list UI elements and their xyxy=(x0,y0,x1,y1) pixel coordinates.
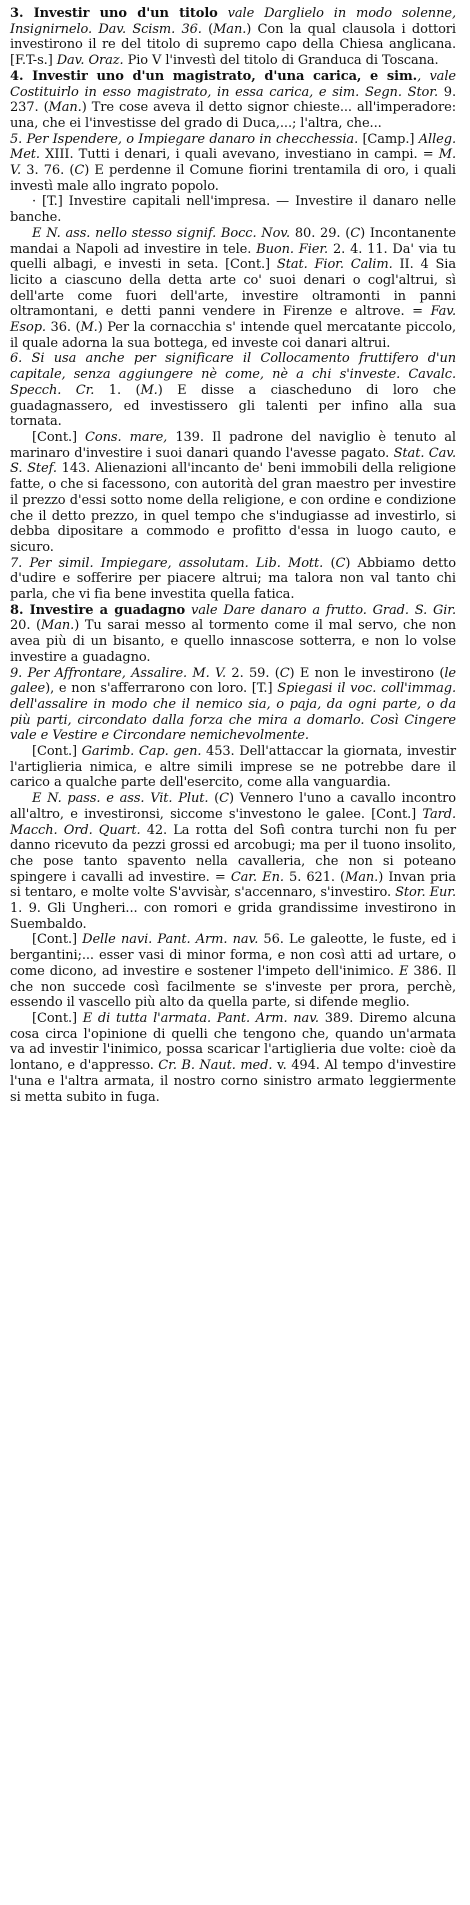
text-run: vale Dare danaro a frutto. Grad. S. Gir. xyxy=(185,602,457,618)
text-run: ) Abbiamo detto d'udire e sofferire per piacere altrui; ma talora non val tanto chi parla, che vi fia bene investita quella fatica. xyxy=(10,555,456,603)
sense-5-spendere xyxy=(10,132,456,195)
text-run: [Camp.] xyxy=(358,131,419,147)
text-run: 5. 621. ( xyxy=(283,869,346,885)
text-run: Car. En. xyxy=(230,869,284,885)
text-run: 6. Si usa anche per significare il Collocamento fruttifero d'un capitale, senza aggiungere nè come, nè a chi s'investe. Cavalc. Specch. Cr. xyxy=(10,351,456,398)
text-run: 2. 59. ( xyxy=(226,665,280,681)
text-run: 453. Dell'attaccar la giornata, investir l'artiglieria nimica, e altre simili imprese se ne potrebbe dare il carico a qualche parte dell'esercito, come alla vanguardia. xyxy=(10,744,456,791)
sense-8-guadagno xyxy=(10,603,456,666)
text-run: ) Con la qual clausola i dottori investirono il re del titolo di supremo capo della Chiesa anglicana. [F.T-s.] xyxy=(10,21,456,69)
text-run: Alleg. Met. xyxy=(10,131,456,163)
text-run: Delle navi. Pant. Arm. nav. xyxy=(82,932,259,948)
text-run: Cons. mare, xyxy=(85,429,168,445)
text-run: ( xyxy=(201,21,214,37)
text-run: Stor. Eur. xyxy=(395,885,456,901)
text-run: M. xyxy=(80,320,98,336)
text-run: Stat. Fior. Calim. xyxy=(276,257,393,273)
sense-7-impiegare xyxy=(10,556,456,603)
text-run: Fav. Esop. xyxy=(10,304,456,336)
sense-9-affrontare xyxy=(10,666,456,745)
text-run: 9. 237. ( xyxy=(10,84,456,116)
text-run: Pio V l'investì del titolo di Granduca di Toscana. xyxy=(123,53,439,69)
text-run: Cr. B. Naut. med. xyxy=(158,1058,273,1074)
text-run: ) Vennero l'uno a cavallo incontro all'altro, e investironsi, siccome s'investono le galee. [Cont.] xyxy=(10,791,456,822)
text-run: M. V. xyxy=(10,147,456,179)
text-run: 36. ( xyxy=(45,320,81,336)
text-run: Garimb. Cap. gen. xyxy=(81,744,202,760)
text-run: ) Incontanente mandai a Napoli ad investire in tele. xyxy=(10,225,456,257)
text-run: Man. xyxy=(213,21,247,37)
text-run: · [T.] Investire capitali nell'impresa. — Investire il danaro nelle banche. xyxy=(10,194,456,226)
text-run: [Cont.] xyxy=(32,932,83,948)
text-run: v. 494. Al tempo d'investire l'una e l'altra armata, il nostro corno sinistro armato leggiermente si metta subito in fuga. xyxy=(10,1058,456,1105)
text-run: E N. ass. nello stesso signif. Bocc. Nov. xyxy=(32,225,291,241)
text-run: 20. ( xyxy=(10,618,42,634)
text-run: [Cont.] xyxy=(32,744,82,760)
text-run: 139. Il padrone del naviglio è tenuto al marinaro d'investire i suoi danari quando l'avesse pagato. xyxy=(10,429,456,461)
text-run: E N. pass. e ass. Vit. Plut. xyxy=(32,791,209,807)
text-run: ) E non le investirono ( xyxy=(289,665,445,681)
text-column xyxy=(10,6,456,1105)
text-run: E di tutta l'armata. Pant. Arm. nav. xyxy=(82,1011,319,1026)
text-run: ) Tu sarai messo al tormento come il mal servo, che non avea più di un bisanto, e quello innascose sotterra, e non lo volse investire a guadagno. xyxy=(10,618,456,665)
sense-5-ass xyxy=(10,226,456,352)
sense-3-titolo xyxy=(10,6,456,69)
text-run: ), e non s'afferrarono con loro. [T.] xyxy=(45,681,278,697)
text-run: II. 4 Sia licito a ciascuno della detta arte co' suoi denari o cogl'altrui, sì dell'arte come fuori dell'arte, investire oltramonti in panni oltramontani, e detti panni vendere in Firenze e altrove. = xyxy=(10,257,456,320)
sense-6-collocamento xyxy=(10,351,456,430)
text-run: ) E disse a ciascheduno di loro che guadagnassero, ed investissero gli talenti per infino alla sua tornata. xyxy=(10,382,456,430)
text-run: 4. Investir uno d'un magistrato, d'una carica, e sim. xyxy=(10,68,418,84)
text-run: 2. 4. 11. Da' via tu quelli albagi, e investi in seta. [Cont.] xyxy=(10,241,456,273)
text-run: E xyxy=(398,963,409,979)
text-run: [Cont.] xyxy=(32,429,86,445)
text-run: 143. Alienazioni all'incanto de' beni immobili della religione fatte, o che si facessono, con autorità del gran maestro per investire il prezzo d'essi sotto nome della religione, e con ordine e condizione che il detto prezzo, in quel tempo che s'indugiasse ad investirlo, si debba dipositare a commodo e profitto d'essa in luogo cauto, e sicuro. xyxy=(10,461,456,555)
text-run: ) E perdenne il Comune fiorini trentamila di oro, i quali investì male allo ingrato popolo. xyxy=(10,163,456,194)
text-run: 386. Il che non succede così facilmente se s'investe per prora, perchè, essendo il vascello più alto da quella parte, si difende meglio. xyxy=(10,963,456,1011)
text-run: M. xyxy=(140,382,158,398)
sense-9-cont-navi xyxy=(10,932,456,1011)
text-run: le galee xyxy=(10,665,456,697)
text-run: Man. xyxy=(41,618,75,634)
text-run: ( xyxy=(323,555,336,571)
text-run: Stat. Cav. S. Stef. xyxy=(10,445,456,477)
text-run: C xyxy=(335,555,346,571)
sense-6-cont xyxy=(10,430,456,556)
text-run: C xyxy=(74,163,85,179)
sense-4-magistrato xyxy=(10,69,456,132)
text-run: 5. Per Ispendere, o Impiegare danaro in checchessia. xyxy=(10,131,359,147)
text-run: 1. ( xyxy=(94,382,141,398)
text-run: C xyxy=(219,791,229,807)
text-run: Buon. Fier. xyxy=(256,241,329,257)
text-run: XIII. Tutti i denari, i quali avevano, investiano in campi. = xyxy=(39,147,439,163)
text-run: Tard. Macch. Ord. Quart. xyxy=(10,806,456,838)
text-run: 42. La rotta del Sofì contra turchi non fu per danno ricevuto da pezzi grossi ed arcobugi; ma per il tuono insolito, che pose tanto spavento nella cavalleria, che non si poteano spingere i cavalli ad investire. = xyxy=(10,822,456,885)
text-run: 7. Per simil. Impiegare, assolutam. Lib. Mott. xyxy=(10,555,324,571)
text-run: 8. Investire a guadagno xyxy=(10,602,186,618)
text-run: ) Per la cornacchia s' intende quel mercatante piccolo, il quale adorna la sua bottega, ed investe coi danari altrui. xyxy=(10,320,456,351)
text-run: 3. Investir uno d'un titolo xyxy=(10,6,218,21)
text-run: Man. xyxy=(345,869,379,885)
note-capitali xyxy=(10,194,456,225)
sense-9-cont-garimb xyxy=(10,744,456,791)
sense-9-pass-ass xyxy=(10,791,456,932)
text-run: 1. 9. Gli Ungheri... con romori e grida grandissime investirono in Suembaldo. xyxy=(10,901,456,932)
text-run: 56. Le galeotte, le fuste, ed i bergantini;... esser vasi di minor forma, e non così atti ad urtare, o come dicono, ad investire e sostener l'impeto dell'inimico. xyxy=(10,932,456,979)
sense-9-cont-armata xyxy=(10,1011,456,1105)
text-run: Man. xyxy=(48,100,82,116)
text-run: [Cont.] xyxy=(32,1011,83,1026)
text-run: vale Darglielo in modo solenne, Insignirnelo. Dav. Scism. 36. xyxy=(10,6,456,37)
text-run: Spiegasi il voc. coll'immag. dell'assalire in modo che il nemico sia, o paja, da ogni parte, o da più parti, circondato dalla forza che mira a domarlo. Così Cingere vale e Vestire e Circondare nemichevolmente. xyxy=(10,681,456,744)
text-run: ) Invan pria si tentaro, e molte volte S'avvisàr, s'accennaro, s'investiro. xyxy=(10,869,457,901)
text-run: 3. 76. ( xyxy=(21,163,75,179)
text-run: ) Tre cose aveva il detto signor chieste... all'imperadore: una, che ei l'investisse del grado di Duca,...; l'altra, che... xyxy=(10,100,456,131)
text-run: , vale Costituirlo in esso magistrato, in essa carica, e sim. Segn. Stor. xyxy=(10,68,456,100)
text-run: 9. Per Affrontare, Assalire. M. V. xyxy=(10,665,227,681)
text-run: 80. 29. ( xyxy=(290,225,351,241)
text-run: C xyxy=(279,665,290,681)
text-run: Dav. Oraz. xyxy=(56,53,124,69)
text-run: C xyxy=(350,225,361,241)
text-run: ( xyxy=(208,791,220,807)
text-run: 389. Diremo alcuna cosa circa l'opinione di quelli che tengono che, quando un'armata va ad investir l'inimico, possa scaricar l'artiglieria due volte: cioè da lontano, e d'appresso. xyxy=(10,1011,456,1074)
